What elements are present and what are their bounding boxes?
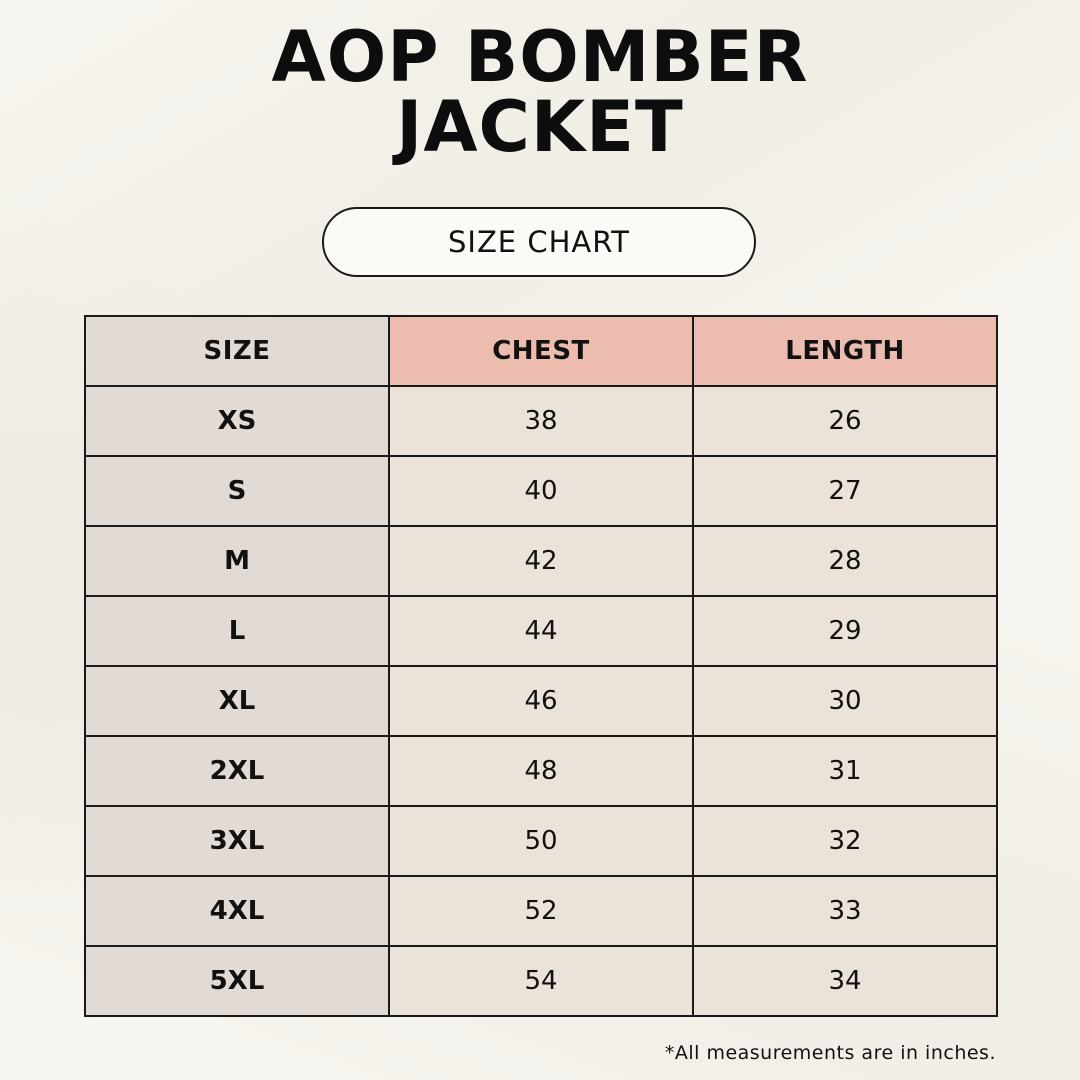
header-length: LENGTH	[693, 316, 997, 386]
chest-cell: 50	[389, 806, 693, 876]
table-body	[85, 386, 997, 1016]
size-cell: 4XL	[85, 876, 389, 946]
chest-cell: 54	[389, 946, 693, 1016]
table-row	[85, 666, 997, 736]
title-line-2: JACKET	[396, 86, 684, 168]
table-header-row	[85, 316, 997, 386]
table-row	[85, 526, 997, 596]
table-row	[85, 386, 997, 456]
length-cell: 26	[693, 386, 997, 456]
measurement-footnote: *All measurements are in inches.	[664, 1042, 996, 1064]
size-cell: 3XL	[85, 806, 389, 876]
table-row	[85, 876, 997, 946]
length-cell: 32	[693, 806, 997, 876]
size-cell: L	[85, 596, 389, 666]
length-cell: 33	[693, 876, 997, 946]
chest-cell: 44	[389, 596, 693, 666]
size-cell: XS	[85, 386, 389, 456]
title-line-1: AOP BOMBER	[271, 16, 809, 98]
size-chart-label: SIZE CHART	[322, 207, 756, 277]
header-chest: CHEST	[389, 316, 693, 386]
size-cell: XL	[85, 666, 389, 736]
chest-cell: 38	[389, 386, 693, 456]
size-cell: 5XL	[85, 946, 389, 1016]
length-cell: 30	[693, 666, 997, 736]
table-row	[85, 806, 997, 876]
length-cell: 28	[693, 526, 997, 596]
table-row	[85, 456, 997, 526]
chest-cell: 40	[389, 456, 693, 526]
table-row	[85, 736, 997, 806]
chest-cell: 46	[389, 666, 693, 736]
size-cell: 2XL	[85, 736, 389, 806]
page-title	[0, 16, 1080, 168]
chest-cell: 48	[389, 736, 693, 806]
table-row	[85, 946, 997, 1016]
size-cell: S	[85, 456, 389, 526]
chest-cell: 52	[389, 876, 693, 946]
header-size: SIZE	[85, 316, 389, 386]
length-cell: 31	[693, 736, 997, 806]
chest-cell: 42	[389, 526, 693, 596]
length-cell: 29	[693, 596, 997, 666]
length-cell: 34	[693, 946, 997, 1016]
size-table	[84, 315, 998, 1017]
size-cell: M	[85, 526, 389, 596]
length-cell: 27	[693, 456, 997, 526]
table-row	[85, 596, 997, 666]
